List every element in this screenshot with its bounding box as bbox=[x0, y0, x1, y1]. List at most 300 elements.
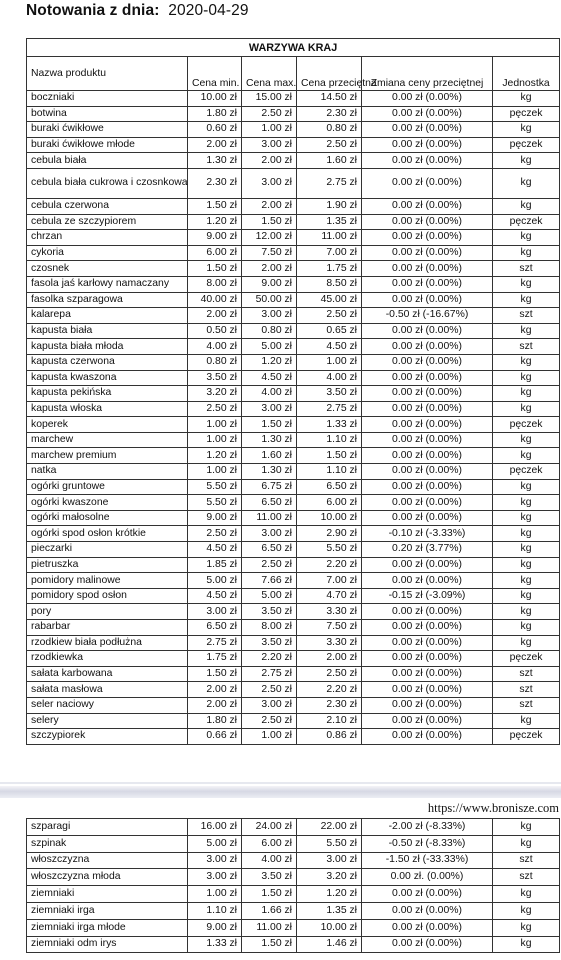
table-row bbox=[27, 620, 560, 636]
price-change: 0.00 zł (0.00%) bbox=[362, 635, 493, 651]
price-max: 4.50 zł bbox=[242, 370, 297, 386]
price-max: 1.20 zł bbox=[242, 354, 297, 370]
source-url: https://www.bronisze.com bbox=[427, 801, 559, 815]
product-name: czosnek bbox=[27, 261, 188, 277]
table-row bbox=[27, 697, 560, 713]
table-row bbox=[27, 852, 560, 869]
table-row bbox=[27, 198, 560, 214]
unit: kg bbox=[493, 153, 560, 169]
price-avg: 2.00 zł bbox=[297, 651, 362, 667]
price-min: 1.33 zł bbox=[188, 936, 242, 953]
product-name: włoszczyzna bbox=[27, 852, 188, 869]
price-max: 4.00 zł bbox=[242, 386, 297, 402]
unit: kg bbox=[493, 448, 560, 464]
table-row bbox=[27, 214, 560, 230]
product-name: pietruszka bbox=[27, 557, 188, 573]
price-min: 9.00 zł bbox=[188, 919, 242, 936]
price-change: 0.00 zł (0.00%) bbox=[362, 651, 493, 667]
price-avg: 14.50 zł bbox=[297, 91, 362, 107]
price-change: 0.00 zł (0.00%) bbox=[362, 510, 493, 526]
price-max: 0.80 zł bbox=[242, 323, 297, 339]
price-min: 4.00 zł bbox=[188, 339, 242, 355]
price-min: 1.00 zł bbox=[188, 464, 242, 480]
product-name: cebula biała bbox=[27, 153, 188, 169]
price-max: 24.00 zł bbox=[242, 819, 297, 836]
table-row bbox=[27, 666, 560, 682]
price-max: 1.50 zł bbox=[242, 417, 297, 433]
unit: pęczek bbox=[493, 464, 560, 480]
price-min: 1.20 zł bbox=[188, 214, 242, 230]
price-min: 1.00 zł bbox=[188, 432, 242, 448]
unit: pęczek bbox=[493, 214, 560, 230]
price-max: 2.50 zł bbox=[242, 713, 297, 729]
table-row bbox=[27, 835, 560, 852]
column-headers bbox=[27, 57, 560, 91]
unit: pęczek bbox=[493, 417, 560, 433]
product-name: fasolka szparagowa bbox=[27, 292, 188, 308]
product-name: ogórki spod osłon krótkie bbox=[27, 526, 188, 542]
price-avg: 1.35 zł bbox=[297, 902, 362, 919]
price-change: 0.00 zł (0.00%) bbox=[362, 495, 493, 511]
unit: kg bbox=[493, 495, 560, 511]
price-avg: 1.90 zł bbox=[297, 198, 362, 214]
product-name: pomidory spod osłon bbox=[27, 588, 188, 604]
product-name: rabarbar bbox=[27, 620, 188, 636]
product-name: ogórki gruntowe bbox=[27, 479, 188, 495]
unit: pęczek bbox=[493, 106, 560, 122]
unit: pęczek bbox=[493, 729, 560, 745]
price-change: 0.00 zł (0.00%) bbox=[362, 432, 493, 448]
product-name: ziemniaki irga młode bbox=[27, 919, 188, 936]
table-row bbox=[27, 495, 560, 511]
price-min: 1.50 zł bbox=[188, 666, 242, 682]
price-min: 0.66 zł bbox=[188, 729, 242, 745]
product-name: sałata masłowa bbox=[27, 682, 188, 698]
price-min: 4.50 zł bbox=[188, 588, 242, 604]
table-row bbox=[27, 919, 560, 936]
unit: szt bbox=[493, 339, 560, 355]
price-change: 0.00 zł (0.00%) bbox=[362, 137, 493, 153]
unit: kg bbox=[493, 819, 560, 836]
price-min: 1.75 zł bbox=[188, 651, 242, 667]
price-max: 3.00 zł bbox=[242, 168, 297, 198]
product-name: koperek bbox=[27, 417, 188, 433]
price-max: 2.00 zł bbox=[242, 261, 297, 277]
price-max: 3.00 zł bbox=[242, 137, 297, 153]
product-name: chrzan bbox=[27, 230, 188, 246]
price-change: 0.00 zł (0.00%) bbox=[362, 230, 493, 246]
unit: kg bbox=[493, 620, 560, 636]
table-row bbox=[27, 432, 560, 448]
price-change: 0.00 zł (0.00%) bbox=[362, 339, 493, 355]
price-max: 1.50 zł bbox=[242, 936, 297, 953]
price-avg: 1.60 zł bbox=[297, 153, 362, 169]
price-min: 2.75 zł bbox=[188, 635, 242, 651]
price-min: 0.60 zł bbox=[188, 122, 242, 138]
price-min: 5.50 zł bbox=[188, 495, 242, 511]
price-min: 5.50 zł bbox=[188, 479, 242, 495]
price-max: 3.00 zł bbox=[242, 401, 297, 417]
price-avg: 10.00 zł bbox=[297, 510, 362, 526]
price-min: 2.50 zł bbox=[188, 401, 242, 417]
price-max: 3.00 zł bbox=[242, 526, 297, 542]
unit: kg bbox=[493, 245, 560, 261]
price-min: 3.50 zł bbox=[188, 370, 242, 386]
table-row bbox=[27, 245, 560, 261]
price-avg: 4.00 zł bbox=[297, 370, 362, 386]
product-name: cebula czerwona bbox=[27, 198, 188, 214]
unit: kg bbox=[493, 526, 560, 542]
table-row bbox=[27, 354, 560, 370]
unit: szt bbox=[493, 308, 560, 324]
price-change: 0.00 zł (0.00%) bbox=[362, 697, 493, 713]
unit: kg bbox=[493, 276, 560, 292]
price-change: 0.00 zł (0.00%) bbox=[362, 168, 493, 198]
product-name: szpinak bbox=[27, 835, 188, 852]
unit: kg bbox=[493, 713, 560, 729]
unit: kg bbox=[493, 902, 560, 919]
price-max: 2.20 zł bbox=[242, 651, 297, 667]
price-max: 5.00 zł bbox=[242, 588, 297, 604]
unit: szt bbox=[493, 666, 560, 682]
price-min: 1.10 zł bbox=[188, 902, 242, 919]
product-name: marchew bbox=[27, 432, 188, 448]
unit: pęczek bbox=[493, 651, 560, 667]
price-min: 1.80 zł bbox=[188, 106, 242, 122]
price-max: 5.00 zł bbox=[242, 339, 297, 355]
price-max: 2.00 zł bbox=[242, 198, 297, 214]
price-change: 0.00 zł. (0.00%) bbox=[362, 869, 493, 886]
price-avg: 7.50 zł bbox=[297, 620, 362, 636]
price-max: 1.00 zł bbox=[242, 122, 297, 138]
price-min: 0.80 zł bbox=[188, 354, 242, 370]
price-min: 3.00 zł bbox=[188, 852, 242, 869]
price-avg: 2.20 zł bbox=[297, 557, 362, 573]
table-row bbox=[27, 682, 560, 698]
price-min: 1.50 zł bbox=[188, 198, 242, 214]
price-max: 2.50 zł bbox=[242, 106, 297, 122]
table-row bbox=[27, 401, 560, 417]
price-max: 3.50 zł bbox=[242, 604, 297, 620]
price-max: 11.00 zł bbox=[242, 919, 297, 936]
table-row bbox=[27, 479, 560, 495]
table-row bbox=[27, 869, 560, 886]
table-row bbox=[27, 573, 560, 589]
price-max: 6.50 zł bbox=[242, 542, 297, 558]
price-change: 0.00 zł (0.00%) bbox=[362, 557, 493, 573]
price-avg: 2.50 zł bbox=[297, 308, 362, 324]
price-min: 3.00 zł bbox=[188, 869, 242, 886]
price-min: 2.30 zł bbox=[188, 168, 242, 198]
price-max: 4.00 zł bbox=[242, 852, 297, 869]
price-avg: 7.00 zł bbox=[297, 573, 362, 589]
table-row bbox=[27, 323, 560, 339]
price-change: 0.00 zł (0.00%) bbox=[362, 919, 493, 936]
price-avg: 1.35 zł bbox=[297, 214, 362, 230]
unit: kg bbox=[493, 886, 560, 903]
page-break-shadow bbox=[0, 782, 561, 784]
price-avg: 10.00 zł bbox=[297, 919, 362, 936]
product-name: pomidory malinowe bbox=[27, 573, 188, 589]
price-min: 5.00 zł bbox=[188, 573, 242, 589]
product-name: botwina bbox=[27, 106, 188, 122]
price-change: 0.00 zł (0.00%) bbox=[362, 153, 493, 169]
price-change: 0.00 zł (0.00%) bbox=[362, 198, 493, 214]
col-header-name: Nazwa produktu bbox=[27, 57, 188, 91]
unit: kg bbox=[493, 292, 560, 308]
price-change: 0.00 zł (0.00%) bbox=[362, 276, 493, 292]
price-table-continued bbox=[26, 818, 560, 953]
price-min: 9.00 zł bbox=[188, 230, 242, 246]
price-avg: 11.00 zł bbox=[297, 230, 362, 246]
price-min: 6.00 zł bbox=[188, 245, 242, 261]
table-row bbox=[27, 448, 560, 464]
col-header-change: Zmiana ceny przeciętnej bbox=[362, 57, 493, 91]
table-row bbox=[27, 557, 560, 573]
price-min: 2.00 zł bbox=[188, 137, 242, 153]
price-max: 1.00 zł bbox=[242, 729, 297, 745]
price-change: 0.00 zł (0.00%) bbox=[362, 479, 493, 495]
product-name: kapusta czerwona bbox=[27, 354, 188, 370]
product-name: fasola jaś karłowy namaczany bbox=[27, 276, 188, 292]
product-name: rzodkiewka bbox=[27, 651, 188, 667]
price-max: 6.75 zł bbox=[242, 479, 297, 495]
unit: kg bbox=[493, 604, 560, 620]
product-name: buraki ćwikłowe bbox=[27, 122, 188, 138]
col-header-unit: Jednostka bbox=[493, 57, 560, 91]
product-name: rzodkiew biała podłużna bbox=[27, 635, 188, 651]
price-change: 0.00 zł (0.00%) bbox=[362, 261, 493, 277]
price-avg: 2.30 zł bbox=[297, 697, 362, 713]
price-avg: 45.00 zł bbox=[297, 292, 362, 308]
unit: szt bbox=[493, 852, 560, 869]
product-name: kapusta biała młoda bbox=[27, 339, 188, 355]
table-row bbox=[27, 902, 560, 919]
price-change: 0.00 zł (0.00%) bbox=[362, 729, 493, 745]
price-change: -1.50 zł (-33.33%) bbox=[362, 852, 493, 869]
table-row bbox=[27, 729, 560, 745]
unit: pęczek bbox=[493, 137, 560, 153]
price-avg: 1.10 zł bbox=[297, 464, 362, 480]
section-title: WARZYWA KRAJ bbox=[27, 39, 560, 57]
table-row bbox=[27, 292, 560, 308]
price-min: 8.00 zł bbox=[188, 276, 242, 292]
table-row bbox=[27, 510, 560, 526]
table-row bbox=[27, 261, 560, 277]
price-max: 3.00 zł bbox=[242, 697, 297, 713]
product-name: seler naciowy bbox=[27, 697, 188, 713]
price-avg: 22.00 zł bbox=[297, 819, 362, 836]
price-min: 2.50 zł bbox=[188, 526, 242, 542]
unit: kg bbox=[493, 936, 560, 953]
product-name: pory bbox=[27, 604, 188, 620]
price-max: 9.00 zł bbox=[242, 276, 297, 292]
price-avg: 1.46 zł bbox=[297, 936, 362, 953]
price-max: 12.00 zł bbox=[242, 230, 297, 246]
unit: kg bbox=[493, 919, 560, 936]
product-name: ziemniaki irga bbox=[27, 902, 188, 919]
table-row bbox=[27, 542, 560, 558]
price-change: -0.10 zł (-3.33%) bbox=[362, 526, 493, 542]
header-label: Notowania z dnia: bbox=[26, 2, 160, 19]
price-change: 0.20 zł (3.77%) bbox=[362, 542, 493, 558]
price-max: 2.75 zł bbox=[242, 666, 297, 682]
table-row bbox=[27, 604, 560, 620]
unit: kg bbox=[493, 122, 560, 138]
unit: kg bbox=[493, 588, 560, 604]
product-name: cebula biała cukrowa i czosnkowa bbox=[27, 168, 188, 198]
unit: kg bbox=[493, 510, 560, 526]
price-min: 4.50 zł bbox=[188, 542, 242, 558]
product-name: buraki ćwikłowe młode bbox=[27, 137, 188, 153]
price-max: 1.60 zł bbox=[242, 448, 297, 464]
price-min: 1.20 zł bbox=[188, 448, 242, 464]
product-name: marchew premium bbox=[27, 448, 188, 464]
price-max: 50.00 zł bbox=[242, 292, 297, 308]
price-avg: 1.50 zł bbox=[297, 448, 362, 464]
price-change: 0.00 zł (0.00%) bbox=[362, 886, 493, 903]
table-row bbox=[27, 936, 560, 953]
table-row bbox=[27, 339, 560, 355]
price-min: 10.00 zł bbox=[188, 91, 242, 107]
unit: kg bbox=[493, 386, 560, 402]
table-row bbox=[27, 230, 560, 246]
price-min: 5.00 zł bbox=[188, 835, 242, 852]
price-min: 2.00 zł bbox=[188, 682, 242, 698]
price-min: 0.50 zł bbox=[188, 323, 242, 339]
table-row bbox=[27, 370, 560, 386]
price-change: -0.50 zł (-8.33%) bbox=[362, 835, 493, 852]
unit: kg bbox=[493, 635, 560, 651]
table-row bbox=[27, 308, 560, 324]
price-change: 0.00 zł (0.00%) bbox=[362, 91, 493, 107]
product-name: cykoria bbox=[27, 245, 188, 261]
price-avg: 8.50 zł bbox=[297, 276, 362, 292]
price-table bbox=[26, 38, 560, 745]
product-name: kapusta pekińska bbox=[27, 386, 188, 402]
product-name: ogórki kwaszone bbox=[27, 495, 188, 511]
price-change: -2.00 zł (-8.33%) bbox=[362, 819, 493, 836]
price-max: 6.00 zł bbox=[242, 835, 297, 852]
table-row bbox=[27, 635, 560, 651]
unit: kg bbox=[493, 573, 560, 589]
product-name: ogórki małosolne bbox=[27, 510, 188, 526]
price-change: 0.00 zł (0.00%) bbox=[362, 573, 493, 589]
price-change: 0.00 zł (0.00%) bbox=[362, 245, 493, 261]
price-change: 0.00 zł (0.00%) bbox=[362, 122, 493, 138]
page-header bbox=[26, 2, 249, 20]
price-avg: 1.10 zł bbox=[297, 432, 362, 448]
unit: szt bbox=[493, 697, 560, 713]
table-row bbox=[27, 588, 560, 604]
unit: kg bbox=[493, 168, 560, 198]
unit: kg bbox=[493, 354, 560, 370]
col-header-min: Cena min. bbox=[188, 57, 242, 91]
table-row bbox=[27, 526, 560, 542]
price-max: 7.50 zł bbox=[242, 245, 297, 261]
table-row bbox=[27, 886, 560, 903]
price-avg: 2.50 zł bbox=[297, 137, 362, 153]
price-max: 1.50 zł bbox=[242, 214, 297, 230]
col-header-max: Cena max. bbox=[242, 57, 297, 91]
price-min: 9.00 zł bbox=[188, 510, 242, 526]
price-min: 1.50 zł bbox=[188, 261, 242, 277]
price-avg: 0.65 zł bbox=[297, 323, 362, 339]
table-row bbox=[27, 137, 560, 153]
table-row bbox=[27, 417, 560, 433]
price-max: 2.50 zł bbox=[242, 557, 297, 573]
unit: kg bbox=[493, 91, 560, 107]
price-min: 1.30 zł bbox=[188, 153, 242, 169]
product-name: ziemniaki bbox=[27, 886, 188, 903]
unit: kg bbox=[493, 370, 560, 386]
price-avg: 1.75 zł bbox=[297, 261, 362, 277]
price-max: 11.00 zł bbox=[242, 510, 297, 526]
header-date: 2020-04-29 bbox=[168, 2, 249, 19]
product-name: szparagi bbox=[27, 819, 188, 836]
price-change: 0.00 zł (0.00%) bbox=[362, 620, 493, 636]
price-avg: 3.50 zł bbox=[297, 386, 362, 402]
price-min: 6.50 zł bbox=[188, 620, 242, 636]
price-change: 0.00 zł (0.00%) bbox=[362, 370, 493, 386]
price-avg: 2.10 zł bbox=[297, 713, 362, 729]
price-change: 0.00 zł (0.00%) bbox=[362, 106, 493, 122]
product-name: selery bbox=[27, 713, 188, 729]
price-max: 1.66 zł bbox=[242, 902, 297, 919]
price-change: 0.00 zł (0.00%) bbox=[362, 604, 493, 620]
price-avg: 2.90 zł bbox=[297, 526, 362, 542]
price-avg: 2.50 zł bbox=[297, 666, 362, 682]
price-min: 1.00 zł bbox=[188, 886, 242, 903]
price-min: 2.00 zł bbox=[188, 697, 242, 713]
price-max: 1.30 zł bbox=[242, 464, 297, 480]
price-change: 0.00 zł (0.00%) bbox=[362, 214, 493, 230]
price-change: 0.00 zł (0.00%) bbox=[362, 713, 493, 729]
unit: szt bbox=[493, 682, 560, 698]
price-change: 0.00 zł (0.00%) bbox=[362, 292, 493, 308]
unit: kg bbox=[493, 542, 560, 558]
price-change: 0.00 zł (0.00%) bbox=[362, 401, 493, 417]
price-min: 40.00 zł bbox=[188, 292, 242, 308]
price-avg: 4.50 zł bbox=[297, 339, 362, 355]
product-name: kapusta biała bbox=[27, 323, 188, 339]
product-name: sałata karbowana bbox=[27, 666, 188, 682]
price-change: 0.00 zł (0.00%) bbox=[362, 448, 493, 464]
price-change: 0.00 zł (0.00%) bbox=[362, 417, 493, 433]
price-min: 1.85 zł bbox=[188, 557, 242, 573]
price-min: 3.20 zł bbox=[188, 386, 242, 402]
price-avg: 3.00 zł bbox=[297, 852, 362, 869]
unit: kg bbox=[493, 198, 560, 214]
table-row bbox=[27, 153, 560, 169]
price-change: 0.00 zł (0.00%) bbox=[362, 354, 493, 370]
table-row bbox=[27, 386, 560, 402]
product-name: włoszczyzna młoda bbox=[27, 869, 188, 886]
price-min: 1.80 zł bbox=[188, 713, 242, 729]
price-max: 8.00 zł bbox=[242, 620, 297, 636]
price-change: 0.00 zł (0.00%) bbox=[362, 682, 493, 698]
price-change: 0.00 zł (0.00%) bbox=[362, 323, 493, 339]
price-avg: 2.20 zł bbox=[297, 682, 362, 698]
product-name: natka bbox=[27, 464, 188, 480]
table-row bbox=[27, 276, 560, 292]
page-break bbox=[0, 786, 561, 798]
price-max: 7.66 zł bbox=[242, 573, 297, 589]
price-min: 16.00 zł bbox=[188, 819, 242, 836]
product-name: boczniaki bbox=[27, 91, 188, 107]
unit: kg bbox=[493, 479, 560, 495]
price-change: 0.00 zł (0.00%) bbox=[362, 464, 493, 480]
